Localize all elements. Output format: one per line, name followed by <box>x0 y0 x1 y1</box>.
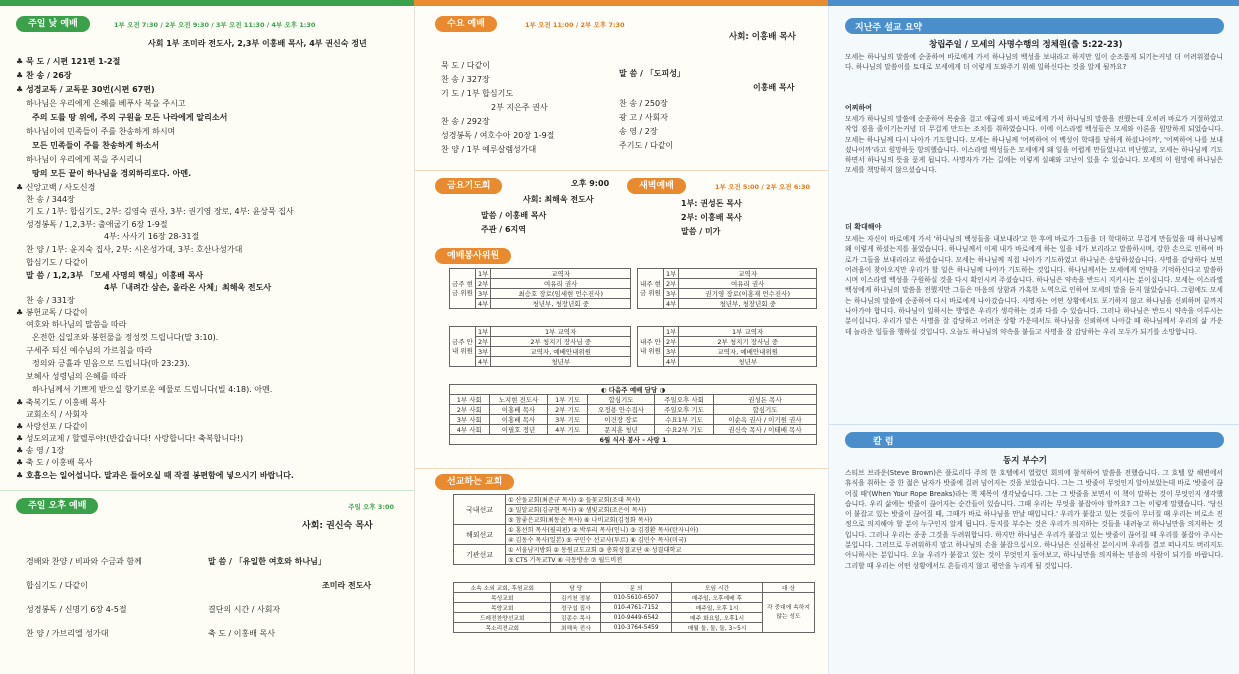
table-cell: 3부 <box>664 347 679 357</box>
sunday-service-tag: 주일 낮 예배 <box>16 16 90 32</box>
table-cell: 3부 사회 <box>450 415 490 425</box>
table-cell: 교역자 <box>491 269 631 279</box>
friday-line: 말씀 / 이홍배 목사 <box>481 211 547 220</box>
table-cell: 4부 <box>476 299 491 309</box>
table-cell: 이홍배 목사 <box>489 415 548 425</box>
table-cell: 교역자, 예배안내위원 <box>491 347 631 357</box>
order-line: ♣ 신앙고백 / 사도신경 <box>16 183 96 192</box>
group-label: 금주 안내 위원 <box>450 327 476 367</box>
wed-line: 찬 송 / 292장 <box>441 117 490 126</box>
table-cell: 4부 <box>664 357 679 367</box>
wed-line: 성경봉독 / 여호수아 20장 1-9절 <box>441 131 555 140</box>
wed-sermon: 말 씀 / 「도피성」 <box>619 69 685 78</box>
responsive-reading: 하나님이여 민족들이 주를 찬송하게 하시며 <box>26 127 176 136</box>
table-cell: 2부 청지기 장사님 중 <box>679 337 817 347</box>
table-cell: 1부 교역자 <box>679 327 817 337</box>
order-line: 교회소식 / 사회자 <box>26 410 88 419</box>
table-cell: 목성교회 <box>454 593 551 603</box>
afternoon-leader: 사회: 권신숙 목사 <box>302 521 373 531</box>
responsive-reading: 주의 도를 땅 위에, 주의 구원을 모든 나라에게 알리소서 <box>32 113 228 122</box>
table-cell: 3부 기도 <box>548 415 588 425</box>
afternoon-line: 결단의 시간 / 사회자 <box>208 605 281 614</box>
table-cell: 010-5610-6507 <box>601 593 672 603</box>
mission-partners <box>453 494 815 565</box>
wednesday-tag: 수요 예배 <box>435 16 497 32</box>
table-cell: 합심기도 <box>587 395 654 405</box>
table-cell: 수요1부 기도 <box>655 415 714 425</box>
table-cell: 이홍배 목사 <box>489 405 548 415</box>
order-line: ♣ 송 영 / 1장 <box>16 446 65 455</box>
table-cell: 김기천 정봉 <box>551 593 601 603</box>
order-line: 기 도 / 1부: 합심기도, 2부: 김영숙 권사, 3부: 권기영 장로, 4부: 윤상묵 집사 <box>26 207 294 216</box>
table-cell: 이순옥 권사 / 이기원 권사 <box>714 415 817 425</box>
table-cell: 합심기도 <box>714 405 817 415</box>
usher-servers-table <box>449 326 631 367</box>
responsive-reading: 모든 민족들이 주를 찬송하게 하소서 <box>32 141 160 150</box>
table-cell: 2부 기도 <box>548 405 588 415</box>
friday-tag: 금요기도회 <box>435 178 502 194</box>
order-line: ♣ 성경교독 / 교독문 30번(시편 67편) <box>16 85 155 94</box>
afternoon-line: 합심기도 / 다같이 <box>26 581 88 590</box>
mission-category: 해외선교 <box>454 525 506 545</box>
order-line: ♣ 사랑선포 / 다같이 <box>16 422 88 431</box>
sermon-line: 말 씀 / 1,2,3부 「모세 사명의 핵심」이홍배 목사 <box>26 271 204 280</box>
offering-servers-table-next <box>637 268 817 309</box>
table-cell: 매주일, 오후 1시 <box>672 603 763 613</box>
responsive-reading: 하나님이 우리에게 복을 주시리니 <box>26 155 142 164</box>
divider <box>0 490 414 491</box>
sermon-label: SERMON <box>1187 22 1219 30</box>
meal-service: 6월 식사 봉사 - 사랑 1 <box>450 435 817 445</box>
group-label: 내주 안내 위원 <box>638 327 664 367</box>
column-header-bar <box>845 432 1224 448</box>
table-cell: 3부 <box>476 289 491 299</box>
order-line: ♣ 봉헌교독 / 다같이 <box>16 308 88 317</box>
wed-line: 찬 송 / 250장 <box>619 99 668 108</box>
divider <box>829 424 1239 425</box>
offering-reading: 구세주 되신 예수님의 가르침을 따라 <box>26 346 153 355</box>
afternoon-line: 축 도 / 이홍배 목사 <box>208 629 275 638</box>
table-cell: 2부 <box>476 337 491 347</box>
offering-reading: 정의와 긍휼과 믿음으로 드립니다(마 23:23). <box>32 359 190 368</box>
wed-line: 기 도 / 1부 합심기도 <box>441 89 514 98</box>
table-cell: 최해욱 전사 <box>551 623 601 633</box>
mission-list: ⑤ 참좋은교회(최동순 목사) ⑥ 나비교회(김정화 목사) <box>506 515 815 525</box>
group-label: 금주 현금 위원 <box>450 269 476 309</box>
table-cell: 주일오후 기도 <box>655 405 714 415</box>
wednesday-times: 1부 오전 11:00 / 2부 오후 7:30 <box>525 21 625 29</box>
afternoon-line: 조미라 전도사 <box>322 581 372 590</box>
order-line: ♣ 묵 도 / 시편 121편 1-2절 <box>16 57 121 66</box>
target-cell: 각 중대에 속하지 않는 성도 <box>763 593 815 633</box>
divider <box>415 170 828 171</box>
afternoon-time: 주일 오후 3:00 <box>348 503 394 511</box>
table-cell: 1부 <box>664 269 679 279</box>
offering-reading: 여호와 하나님의 말씀을 따라 <box>26 320 127 329</box>
sermon-paragraph: 모세가 하나님의 말씀에 순종하여 목숨을 걸고 애굽에 와서 바로에게 가서 하나님의 말씀을 전했는데 오히려 바로가 거절하였고 작업 짐을 줄이기는커녕 더 무겁게 만드는 조치를 취하였습니다. 이에 이스라엘 백성들은 모세와 아론을 원망하게 되었습니다. 모세는 하나님께 다시 나아가 기도합니다. 모세는 하나님께 '어찌하여 이 백성이 학대를 당하게 하셨나이까', '어찌하여 나를 보내셨나이까'라고 원망하듯 항의했습니다. 이스라엘 백성들은 모세에게 왜 일을 어렵게 만들었냐고 비난했고, 모세는 하나님께 기도하면서 하나님의 뜻을 묻게 됩니다. 사명자가 가는 길에는 이렇게 실패와 고난이 있을 수 있습니다. 모세의 이 원망에 하나님은 모세를 책망하지 않으셨습니다. <box>845 115 1223 175</box>
sunday-leader: 사회 1부 조미라 전도사, 2,3부 이홍배 목사, 4부 권신숙 정년 <box>148 39 367 48</box>
wed-line: 찬 양 / 1부 예루살렘성가대 <box>441 145 537 154</box>
responsive-reading: 땅의 모든 끝이 하나님을 경외하리로다. 아멘. <box>32 169 192 178</box>
table-cell: 권성돈 목사 <box>714 395 817 405</box>
mission-list: ① 산돌교회(최준규 목사) ② 들꽃교회(조대 목사) <box>506 495 815 505</box>
sermon-line: 4부「내려간 삼손, 올라온 사체」최해욱 전도사 <box>104 283 272 292</box>
table-cell: 목소리전교회 <box>454 623 551 633</box>
order-line: 합심기도 / 다같이 <box>26 258 88 267</box>
table-cell: 매주 화요일, 오후1시 <box>672 613 763 623</box>
order-line: 성경봉독 / 1,2,3부: 출애굽기 6장 1-9절 <box>26 220 168 229</box>
wed-line: 송 영 / 2장 <box>619 127 658 136</box>
offering-servers-table <box>449 268 631 309</box>
dawn-line: 1부: 권성돈 목사 <box>681 199 742 208</box>
sermon-panel <box>828 6 1239 674</box>
mission-list: ④ 김동수 목사(일본) ⑤ 구민수 선교사(투르) ⑥ 김민수 목사(미국) <box>506 535 815 545</box>
afternoon-line: 성경봉독 / 신명기 6장 4-5절 <box>26 605 127 614</box>
mission-list: ① 홍선희 목사(필리핀) ② 박루리 목사(인니) ③ 김경환 목사(탄자니아) <box>506 525 815 535</box>
next-week-roster <box>449 384 817 445</box>
table-cell: 청년부, 청장년회 중 <box>491 299 631 309</box>
wed-preacher: 이홍배 목사 <box>753 83 795 92</box>
friday-time: 오후 9:00 <box>571 179 610 188</box>
offering-reading: 온전한 십일조와 봉헌물을 정성껏 드립니다(말 3:10). <box>32 333 219 342</box>
dawn-line: 2부: 이홍배 목사 <box>681 213 742 222</box>
table-cell: 여유리 권사 <box>491 279 631 289</box>
table-cell: 오정용 안수집사 <box>587 405 654 415</box>
afternoon-line: 말 씀 / 「유일한 여호와 하나님」 <box>208 557 326 566</box>
table-cell: 2부 <box>664 337 679 347</box>
table-header: 소속 소외 교회, 후원교회 <box>454 583 551 593</box>
offering-reading: 하나님께서 기쁘게 받으실 향기로운 예물로 드립니다(빌 4:18). 아멘. <box>32 385 273 394</box>
sunday-panel <box>0 6 414 674</box>
wednesday-leader: 사회: 이홍배 목사 <box>729 32 796 42</box>
wed-line: 주기도 / 다같이 <box>619 141 674 150</box>
table-cell: 최승호 장로(임세현 언수진사) <box>491 289 631 299</box>
order-line: 찬 송 / 344장 <box>26 195 75 204</box>
table-cell: 010-3764-5459 <box>601 623 672 633</box>
responsive-reading: 하나님은 우리에게 은혜를 베푸사 복을 주시고 <box>26 99 186 108</box>
divider <box>415 468 828 469</box>
table-header: 대 상 <box>763 583 815 593</box>
table-cell: 010-4761-7152 <box>601 603 672 613</box>
table-cell: 2부 <box>664 279 679 289</box>
sunday-times: 1부 오전 7:30 / 2부 오전 9:30 / 3부 오전 11:30 / 4부 오후 1:30 <box>114 21 316 29</box>
table-cell: 4부 기도 <box>548 425 588 435</box>
table-cell: 청년부, 청장년회 중 <box>679 299 817 309</box>
afternoon-line: 경배와 찬양 / 비파와 수금과 함께 <box>26 557 142 566</box>
wed-line: 광 고 / 사회자 <box>619 113 668 122</box>
table-cell: 1부 <box>664 327 679 337</box>
table-cell: 드레전찬양선교회 <box>454 613 551 623</box>
offering-reading: 보혜사 성령님의 은혜를 따라 <box>26 372 127 381</box>
dawn-line: 말씀 / 미가 <box>681 227 721 236</box>
table-cell: 매월 둘, 둘, 둘, 3~5시 <box>672 623 763 633</box>
table-cell: 정구섭 집사 <box>551 603 601 613</box>
table-cell: 1부 교역자 <box>491 327 631 337</box>
table-cell: 김종수 목사 <box>551 613 601 623</box>
table-cell: 매주일, 오후예배 후 <box>672 593 763 603</box>
order-line: 찬 양 / 1부: 윤지숙 집사, 2부: 시온성가대, 3부: 호산나성가대 <box>26 245 243 254</box>
column-paragraph: 스티브 브라운(Steve Brown)은 플로리다 주의 한 호텔에서 열렸던 회의에 참석하여 말씀을 전했습니다. 그 호텔 앞 해변에서 휴식을 취하는 중 한 젊은 남자가 밧줄에 걸려 넘어지는 것을 보았습니다. 그는 그 밧줄이 무엇인지 알아보았는데 바로 '밧줄이 끊어질 때'(When Your Rope Breaks)라는 책 제목이 생각났습니다. 그는 그 밧줄을 보면서 이 책이 말하는 것이 무엇인지 생각했습니다. 우리 삶에는 밧줄이 끊어지는 순간들이 있습니다. 그때 우리는 무엇을 붙잡아야 할까요? 그는 이렇게 말했습니다. '당신이 붙잡고 있는 밧줄이 끊어질 때, 그때가 바로 하나님을 만날 때입니다.' 우리가 붙잡고 있는 것들이 무너질 때 우리는 비로소 진정으로 의지해야 할 분이 누구인지 알게 됩니다. 동지를 부수는 것은 우리가 의지하는 것들을 내려놓고 하나님만을 의지하는 것입니다. 그러나 우리는 종종 그것을 두려워합니다. 하지만 하나님은 우리가 붙잡고 있는 밧줄이 끊어질 때 우리를 붙잡아 주시는 분입니다. 그러므로 두려워하지 말고 하나님의 손을 붙잡으십시오. 하나님은 신실하신 분이시며 우리를 결코 떠나지도 버리지도 아니하시는 분입니다. 오늘 우리가 붙잡고 있는 것이 무엇인지 돌아보고, 하나님만을 의지하는 믿음의 사람이 되기를 바랍니다. 그리할 때 우리는 어떤 상황에서도 흔들리지 않고 평안을 누리게 될 것입니다. <box>845 469 1223 570</box>
weekday-panel <box>414 6 828 674</box>
table-cell: 주일오후 사회 <box>655 395 714 405</box>
sermon-paragraph: 모세는 하나님의 말씀에 순종하여 바로에게 가서 하나님의 백성을 보내라고 하지만 일이 순조롭게 되기는커녕 더 어려워졌습니다. 하나님의 말씀이를 토대로 모세에게 더 이렇게 도와주기 위해 일하신다는 것을 알게 될까요? <box>845 53 1223 72</box>
wed-line: 묵 도 / 다같이 <box>441 61 490 70</box>
mission-churches-table <box>453 582 815 633</box>
mission-tag: 선교하는 교회 <box>435 474 514 490</box>
table-cell: 수요2부 기도 <box>655 425 714 435</box>
column-label: COLUMN <box>1187 436 1219 444</box>
sermon-summary-tag: 지난주 설교 요약 <box>855 23 923 33</box>
mission-list: ⑤ CTS 기독교TV ⑥ 극동방송 ⑦ 월드비전 <box>506 555 815 565</box>
closing-note: ♣ 호흡으는 일어섭니다. 말과은 들어오실 때 작결 봉편함에 넣으시기 바랍니다. <box>16 471 294 480</box>
table-cell: 문지훈 청년 <box>587 425 654 435</box>
table-cell: 여유리 권사 <box>679 279 817 289</box>
dawn-times: 1부 오전 5:00 / 2부 오전 6:30 <box>715 183 811 191</box>
sermon-paragraph: 모세는 자신이 바로에게 가서 '하나님의 백성들을 내보내라'고 한 후에 바로가 그들을 더 학대하고 무겁게 만들었을 때 하나님께 왜 이렇게 하셨는지를 물었습니다. 하나님께서 이제 내가 바로에게 하는 일을 네가 보리라고 말씀하시며, 강한 손으로 인하여 바로가 그들을 보내리라고 하셨습니다. 모세는 하나님께 직접 나아가 기도하였고 하나님은 응답하셨습니다. 사명을 감당하다 보면 어려움이 찾아오지만 우리가 할 일은 하나님께 나아가 기도하는 것입니다. 하나님께서는 모세에게 언약을 기억하신다고 말씀하시며 이스라엘 백성을 구원하실 것을 다시 확인시켜 주셨습니다. 하나님은 약속을 반드시 지키시는 분이십니다. 모세는 이스라엘 백성에게 하나님의 말씀을 전했지만 그들은 마음의 상함과 가혹한 노역으로 인하여 모세의 말을 듣지 않았습니다. 그럼에도 모세는 하나님의 말씀에 순종하여 다시 바로에게 나아갔습니다. 사명자는 어떤 상황에서도 포기하지 않고 하나님을 신뢰하며 끝까지 나아가야 합니다. 하나님이 일하시는 방법은 우리가 생각하는 것과 다를 수 있습니다. 그러나 하나님은 반드시 약속을 이루시는 분이십니다. 우리가 맡은 사명을 잘 감당하고 어려운 상황 가운데서도 하나님을 신뢰하며 나아갈 때 하나님께서 우리의 삶 가운데 놀라운 일들을 행하실 것입니다. 오늘도 하나님의 약속을 붙들고 사명을 잘 감당하는 우리 모두가 되기를 소망합니다. <box>845 235 1223 336</box>
table-cell: 2부 <box>476 279 491 289</box>
table-header: 담 당 <box>551 583 601 593</box>
mission-category: 기관선교 <box>454 545 506 565</box>
table-cell: 1부 <box>476 327 491 337</box>
afternoon-line: 찬 양 / 가브리엘 성가대 <box>26 629 109 638</box>
table-cell: 교역자 <box>679 269 817 279</box>
table-cell: 노지현 전도사 <box>489 395 548 405</box>
table-cell: 1부 기도 <box>548 395 588 405</box>
order-line: 4부: 사사기 16장 28-31절 <box>104 232 200 241</box>
table-header: 문 의 <box>601 583 672 593</box>
mission-list: ① 서울남지방회 ② 동원교도교회 ③ 총회성결교단 ④ 성결대학교 <box>506 545 815 555</box>
table-header: 모임 시간 <box>672 583 763 593</box>
table-cell: 이필호 정년 <box>489 425 548 435</box>
table-cell: 4부 사회 <box>450 425 490 435</box>
sermon-heading: 더 확대해야 <box>845 223 882 231</box>
table-cell: 4부 <box>476 357 491 367</box>
table-cell: 3부 <box>476 347 491 357</box>
order-line: ♣ 성도의교제 / 할렐루야!(반갑습니다! 사랑합니다! 축복합니다!) <box>16 434 244 443</box>
friday-line: 주관 / 6지역 <box>481 225 526 234</box>
wed-line: 찬 송 / 327장 <box>441 75 490 84</box>
table-cell: 교역자, 예배안내위원 <box>679 347 817 357</box>
order-line: ♣ 찬 송 / 26장 <box>16 71 72 80</box>
column-tag: 칼 럼 <box>873 437 894 447</box>
afternoon-service-tag: 주일 오후 예배 <box>16 498 98 514</box>
dawn-tag: 새벽예배 <box>627 178 686 194</box>
group-label: 내주 현금 위원 <box>638 269 664 309</box>
table-cell: 이건장 장로 <box>587 415 654 425</box>
roster-title: ◐ 다음주 예배 담당 ◑ <box>450 385 817 395</box>
table-cell: 1부 사회 <box>450 395 490 405</box>
table-cell: 청년부 <box>491 357 631 367</box>
usher-servers-table-next <box>637 326 817 367</box>
friday-leader: 사회: 최해욱 전도사 <box>523 195 594 204</box>
sermon-title: 창립주일 / 모세의 사명수행의 정체원(출 5:22-23) <box>929 40 1123 50</box>
order-line: ♣ 축복기도 / 이홍배 목사 <box>16 398 106 407</box>
table-cell: 권신숙 목사 / 이태배 목사 <box>714 425 817 435</box>
wed-line: 2부 지은주 권사 <box>491 103 548 112</box>
table-cell: 청년부 <box>679 357 817 367</box>
servers-tag: 예배봉사위원 <box>435 248 511 264</box>
table-cell: 2부 사회 <box>450 405 490 415</box>
mission-list: ③ 밀알교회(김규현 목사) ④ 샘빛교회(조은이 목사) <box>506 505 815 515</box>
column-title: 동지 부수기 <box>1003 456 1048 466</box>
table-cell: 2부 청지기 장사님 중 <box>491 337 631 347</box>
table-cell: 목양교회 <box>454 603 551 613</box>
table-cell: 4부 <box>664 299 679 309</box>
table-cell: 권기영 장로(이홍재 언수진사) <box>679 289 817 299</box>
mission-category: 국내선교 <box>454 495 506 525</box>
table-cell: 3부 <box>664 289 679 299</box>
table-cell: 1부 <box>476 269 491 279</box>
sermon-heading: 어찌하여 <box>845 104 873 112</box>
order-line: 찬 송 / 331장 <box>26 296 75 305</box>
table-cell: 010-9449-6542 <box>601 613 672 623</box>
order-line: ♣ 축 도 / 이홍배 목사 <box>16 458 93 467</box>
